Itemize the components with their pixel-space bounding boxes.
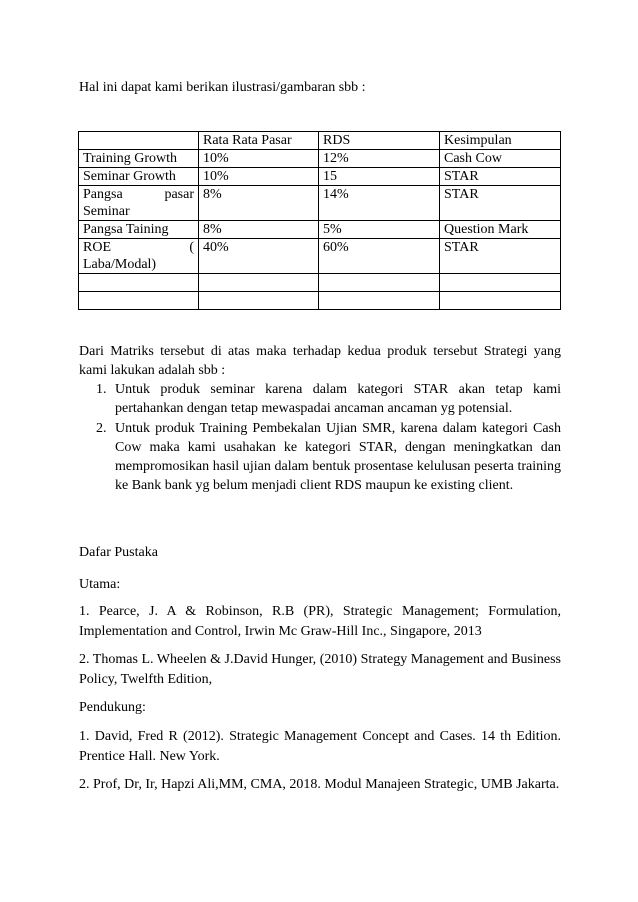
table-cell	[440, 274, 561, 292]
bcg-matrix-table	[78, 131, 561, 310]
table-row	[79, 150, 561, 168]
table-row	[79, 221, 561, 239]
table-row	[79, 186, 561, 221]
table-cell	[440, 292, 561, 310]
table-cell: STAR	[440, 168, 561, 186]
table-cell: Pangsa pasar Seminar	[79, 186, 199, 221]
table-cell: 10%	[199, 168, 319, 186]
list-item	[79, 380, 561, 419]
table-cell	[319, 292, 440, 310]
table-cell: 12%	[319, 150, 440, 168]
list-number: 1.	[96, 382, 107, 397]
table-cell: STAR	[440, 239, 561, 274]
table-cell: 14%	[319, 186, 440, 221]
table-header-cell	[79, 132, 199, 150]
table-row	[79, 168, 561, 186]
references-title: Dafar Pustaka	[79, 545, 158, 560]
reference-item: 2. Thomas L. Wheelen & J.David Hunger, (2010) Strategy Management and Business Policy, Twelfth Edition,	[79, 652, 561, 687]
table-cell: ROE ( Laba/Modal)	[79, 239, 199, 274]
table-header-cell: Rata Rata Pasar	[199, 132, 319, 150]
table-cell: Training Growth	[79, 150, 199, 168]
table-header-cell: Kesimpulan	[440, 132, 561, 150]
table-cell: 10%	[199, 150, 319, 168]
intro-text: Hal ini dapat kami berikan ilustrasi/gambaran sbb :	[79, 80, 366, 95]
table-cell: 8%	[199, 221, 319, 239]
table-cell: 60%	[319, 239, 440, 274]
supporting-references-label: Pendukung:	[79, 700, 146, 715]
table-cell: Seminar Growth	[79, 168, 199, 186]
table-header-cell: RDS	[319, 132, 440, 150]
list-item	[79, 419, 561, 496]
table-cell: Pangsa Taining	[79, 221, 199, 239]
table-cell	[199, 274, 319, 292]
strategy-list	[79, 380, 561, 496]
table-cell	[319, 274, 440, 292]
table-cell	[79, 274, 199, 292]
list-item-text: Untuk produk seminar karena dalam kategori STAR akan tetap kami pertahankan dengan tetap mewaspadai ancaman ancaman yg potensial.	[115, 382, 561, 417]
table-cell: 8%	[199, 186, 319, 221]
strategy-intro-paragraph: Dari Matriks tersebut di atas maka terhadap kedua produk tersebut Strategi yang kami lakukan adalah sbb :	[79, 344, 561, 378]
table-cell	[79, 292, 199, 310]
list-number: 2.	[96, 420, 107, 436]
reference-item: 1. David, Fred R (2012). Strategic Management Concept and Cases. 14 th Edition. Prentice Hall. New York.	[79, 729, 561, 764]
table-cell: Question Mark	[440, 221, 561, 239]
table-cell: 5%	[319, 221, 440, 239]
list-item-text: Untuk produk Training Pembekalan Ujian SMR, karena dalam kategori Cash Cow maka kami usahakan ke kategori STAR, dengan meningkatkan dan mempromosikan hasil ujian dalam bentuk prosentase kelulusan peserta training ke Bank bank yg belum menjadi client RDS maupun ke existing client.	[115, 420, 561, 494]
reference-item: 1. Pearce, J. A & Robinson, R.B (PR), Strategic Management; Formulation, Implementation and Control, Irwin Mc Graw-Hill Inc., Singapore, 2013	[79, 604, 561, 639]
reference-item: 2. Prof, Dr, Ir, Hapzi Ali,MM, CMA, 2018. Modul Manajeen Strategic, UMB Jakarta.	[79, 777, 560, 792]
table-cell	[199, 292, 319, 310]
table-cell: Cash Cow	[440, 150, 561, 168]
table-cell: 40%	[199, 239, 319, 274]
table-row-empty	[79, 292, 561, 310]
table-row-empty	[79, 274, 561, 292]
table-header-row	[79, 132, 561, 150]
primary-references-label: Utama:	[79, 577, 121, 592]
table-row	[79, 239, 561, 274]
table-cell: STAR	[440, 186, 561, 221]
table-cell: 15	[319, 168, 440, 186]
